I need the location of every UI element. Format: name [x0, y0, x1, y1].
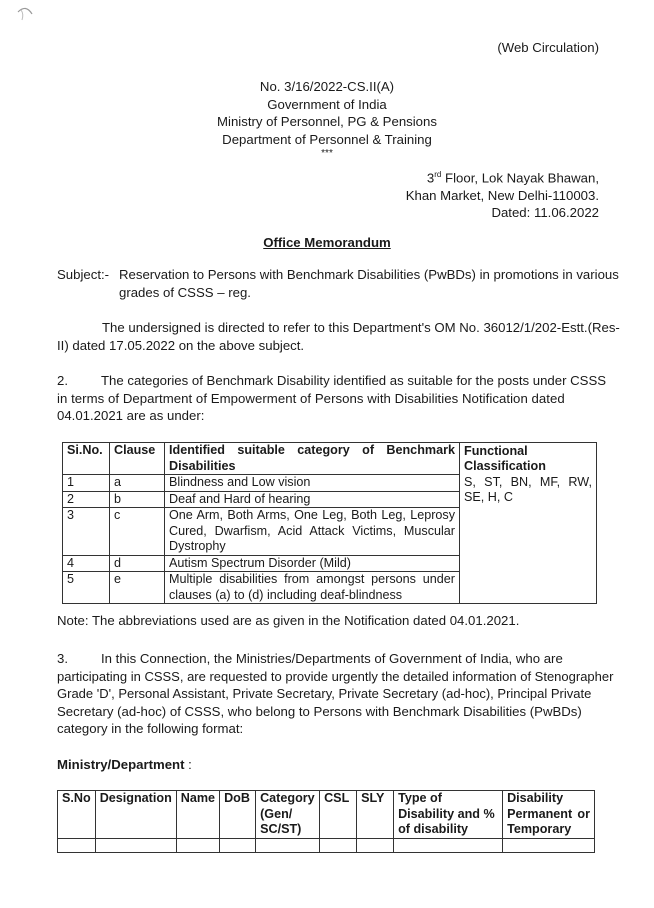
government-line: Government of India	[267, 96, 387, 112]
floor-number: 3	[426, 170, 435, 186]
floor-superscript: rd	[434, 170, 442, 179]
row-category: One Arm, Both Arms, One Leg, Both Leg, Leprosy Cured, Dwarfism, Acid Attack Victims, Muscular Dystrophy	[165, 508, 460, 556]
row-sino: 4	[63, 555, 110, 572]
format-empty-row	[58, 838, 595, 852]
empty-cell	[95, 838, 176, 852]
table-row	[63, 475, 597, 492]
header-clause: Clause	[110, 443, 165, 475]
row-clause: c	[110, 508, 165, 556]
para3-line-1: In this Connection, the Ministries/Departments of Government of India, who are	[101, 651, 563, 666]
paragraph-1	[57, 319, 620, 354]
para2-line-2: in terms of Department of Empowerment of Persons with Disabilities Notification dated	[57, 390, 565, 406]
format-table	[57, 790, 595, 853]
subject-line-2: grades of CSSS – reg.	[119, 284, 251, 300]
circulation-label: (Web Circulation)	[497, 40, 599, 55]
subject-text	[119, 266, 619, 301]
ministry-line: Ministry of Personnel, PG & Pensions	[217, 114, 437, 129]
address-line-1	[406, 166, 599, 187]
department-line: Department of Personnel & Training	[222, 131, 432, 147]
ministry-colon: :	[184, 757, 192, 772]
row-clause: a	[110, 475, 165, 492]
header-sino: Si.No.	[63, 443, 110, 475]
row-category: Blindness and Low vision	[165, 475, 460, 492]
para3-line-1-wrap	[57, 650, 599, 668]
header-functional: Functional Classification	[460, 443, 597, 475]
floor-rest: Floor, Lok Nayak Bhawan,	[441, 170, 599, 186]
para1-line-1: The undersigned is directed to refer to this Department's OM No. 36012/1/202-Estt.(Res-	[102, 320, 620, 335]
subject-label: Subject:-	[57, 267, 110, 282]
format-header-csl: CSL	[320, 791, 357, 839]
empty-cell	[357, 838, 394, 852]
document-header	[0, 78, 654, 160]
empty-cell	[320, 838, 357, 852]
format-header-disability: Disability Permanent or Temporary	[503, 791, 595, 839]
para3-line-3: Grade 'D', Personal Assistant, Private Secretary, Private Secretary (ad-hoc), Principal Private	[57, 686, 592, 701]
ministry-department-label: Ministry/Department	[57, 757, 185, 772]
row-sino: 5	[63, 572, 110, 604]
subject-line-1: Reservation to Persons with Benchmark Disabilities (PwBDs) in promotions in various	[119, 267, 619, 282]
row-clause: b	[110, 491, 165, 508]
functional-classification-value: S, ST, BN, MF, RW, SE, H, C	[460, 475, 597, 604]
para3-line-5: category in the following format:	[57, 721, 244, 736]
format-header-row	[58, 791, 595, 839]
empty-cell	[176, 838, 219, 852]
empty-cell	[58, 838, 96, 852]
row-category: Multiple disabilities from amongst persons under clauses (a) to (d) including deaf-blindness	[165, 572, 460, 604]
format-header-designation: Designation	[95, 791, 176, 839]
row-clause: d	[110, 555, 165, 572]
format-header-category: Category (Gen/ SC/ST)	[256, 791, 320, 839]
row-sino: 1	[63, 475, 110, 492]
row-category: Autism Spectrum Disorder (Mild)	[165, 555, 460, 572]
empty-cell	[503, 838, 595, 852]
para2-line-3: 04.01.2021 are as under:	[57, 408, 205, 423]
row-category: Deaf and Hard of hearing	[165, 491, 460, 508]
format-header-type: Type of Disability and % of disability	[394, 791, 503, 839]
format-header-sly: SLY	[357, 791, 394, 839]
format-header-dob: DoB	[220, 791, 256, 839]
ministry-department-label-row	[57, 757, 192, 772]
row-sino: 2	[63, 491, 110, 508]
para3-line-2: participating in CSSS, are requested to provide urgently the detailed information of Stenographer	[57, 668, 614, 684]
address-line-2: Khan Market, New Delhi-110003.	[405, 187, 599, 203]
empty-cell	[220, 838, 256, 852]
format-header-name: Name	[176, 791, 219, 839]
format-header-sno: S.No	[58, 791, 96, 839]
table-note: Note: The abbreviations used are as given in the Notification dated 04.01.2021.	[57, 613, 520, 628]
dated-line: Dated: 11.06.2022	[491, 205, 599, 221]
para1-line-2: II) dated 17.05.2022 on the above subject.	[57, 337, 305, 353]
para3-line-4: Secretary (ad-hoc) of CSSS, who belong to Persons with Benchmark Disabilities (PwBDs)	[57, 703, 582, 719]
disability-table	[62, 442, 597, 604]
para2-line-1-wrap	[57, 372, 607, 390]
paragraph-3	[57, 650, 614, 738]
stars-separator: ***	[321, 148, 333, 159]
scan-mark	[0, 0, 40, 30]
empty-cell	[256, 838, 320, 852]
para3-number: 3.	[57, 651, 68, 666]
file-number: No. 3/16/2022-CS.II(A)	[259, 79, 395, 94]
para2-number: 2.	[57, 373, 68, 388]
header-category: Identified suitable category of Benchmark Disabilities	[165, 443, 460, 475]
row-sino: 3	[63, 508, 110, 556]
paragraph-2	[57, 372, 607, 425]
address-block	[406, 166, 599, 222]
table-header-row	[63, 443, 597, 475]
empty-cell	[394, 838, 503, 852]
row-clause: e	[110, 572, 165, 604]
memo-title: Office Memorandum	[263, 235, 391, 250]
para2-line-1: The categories of Benchmark Disability identified as suitable for the posts under CSSS	[101, 373, 607, 388]
